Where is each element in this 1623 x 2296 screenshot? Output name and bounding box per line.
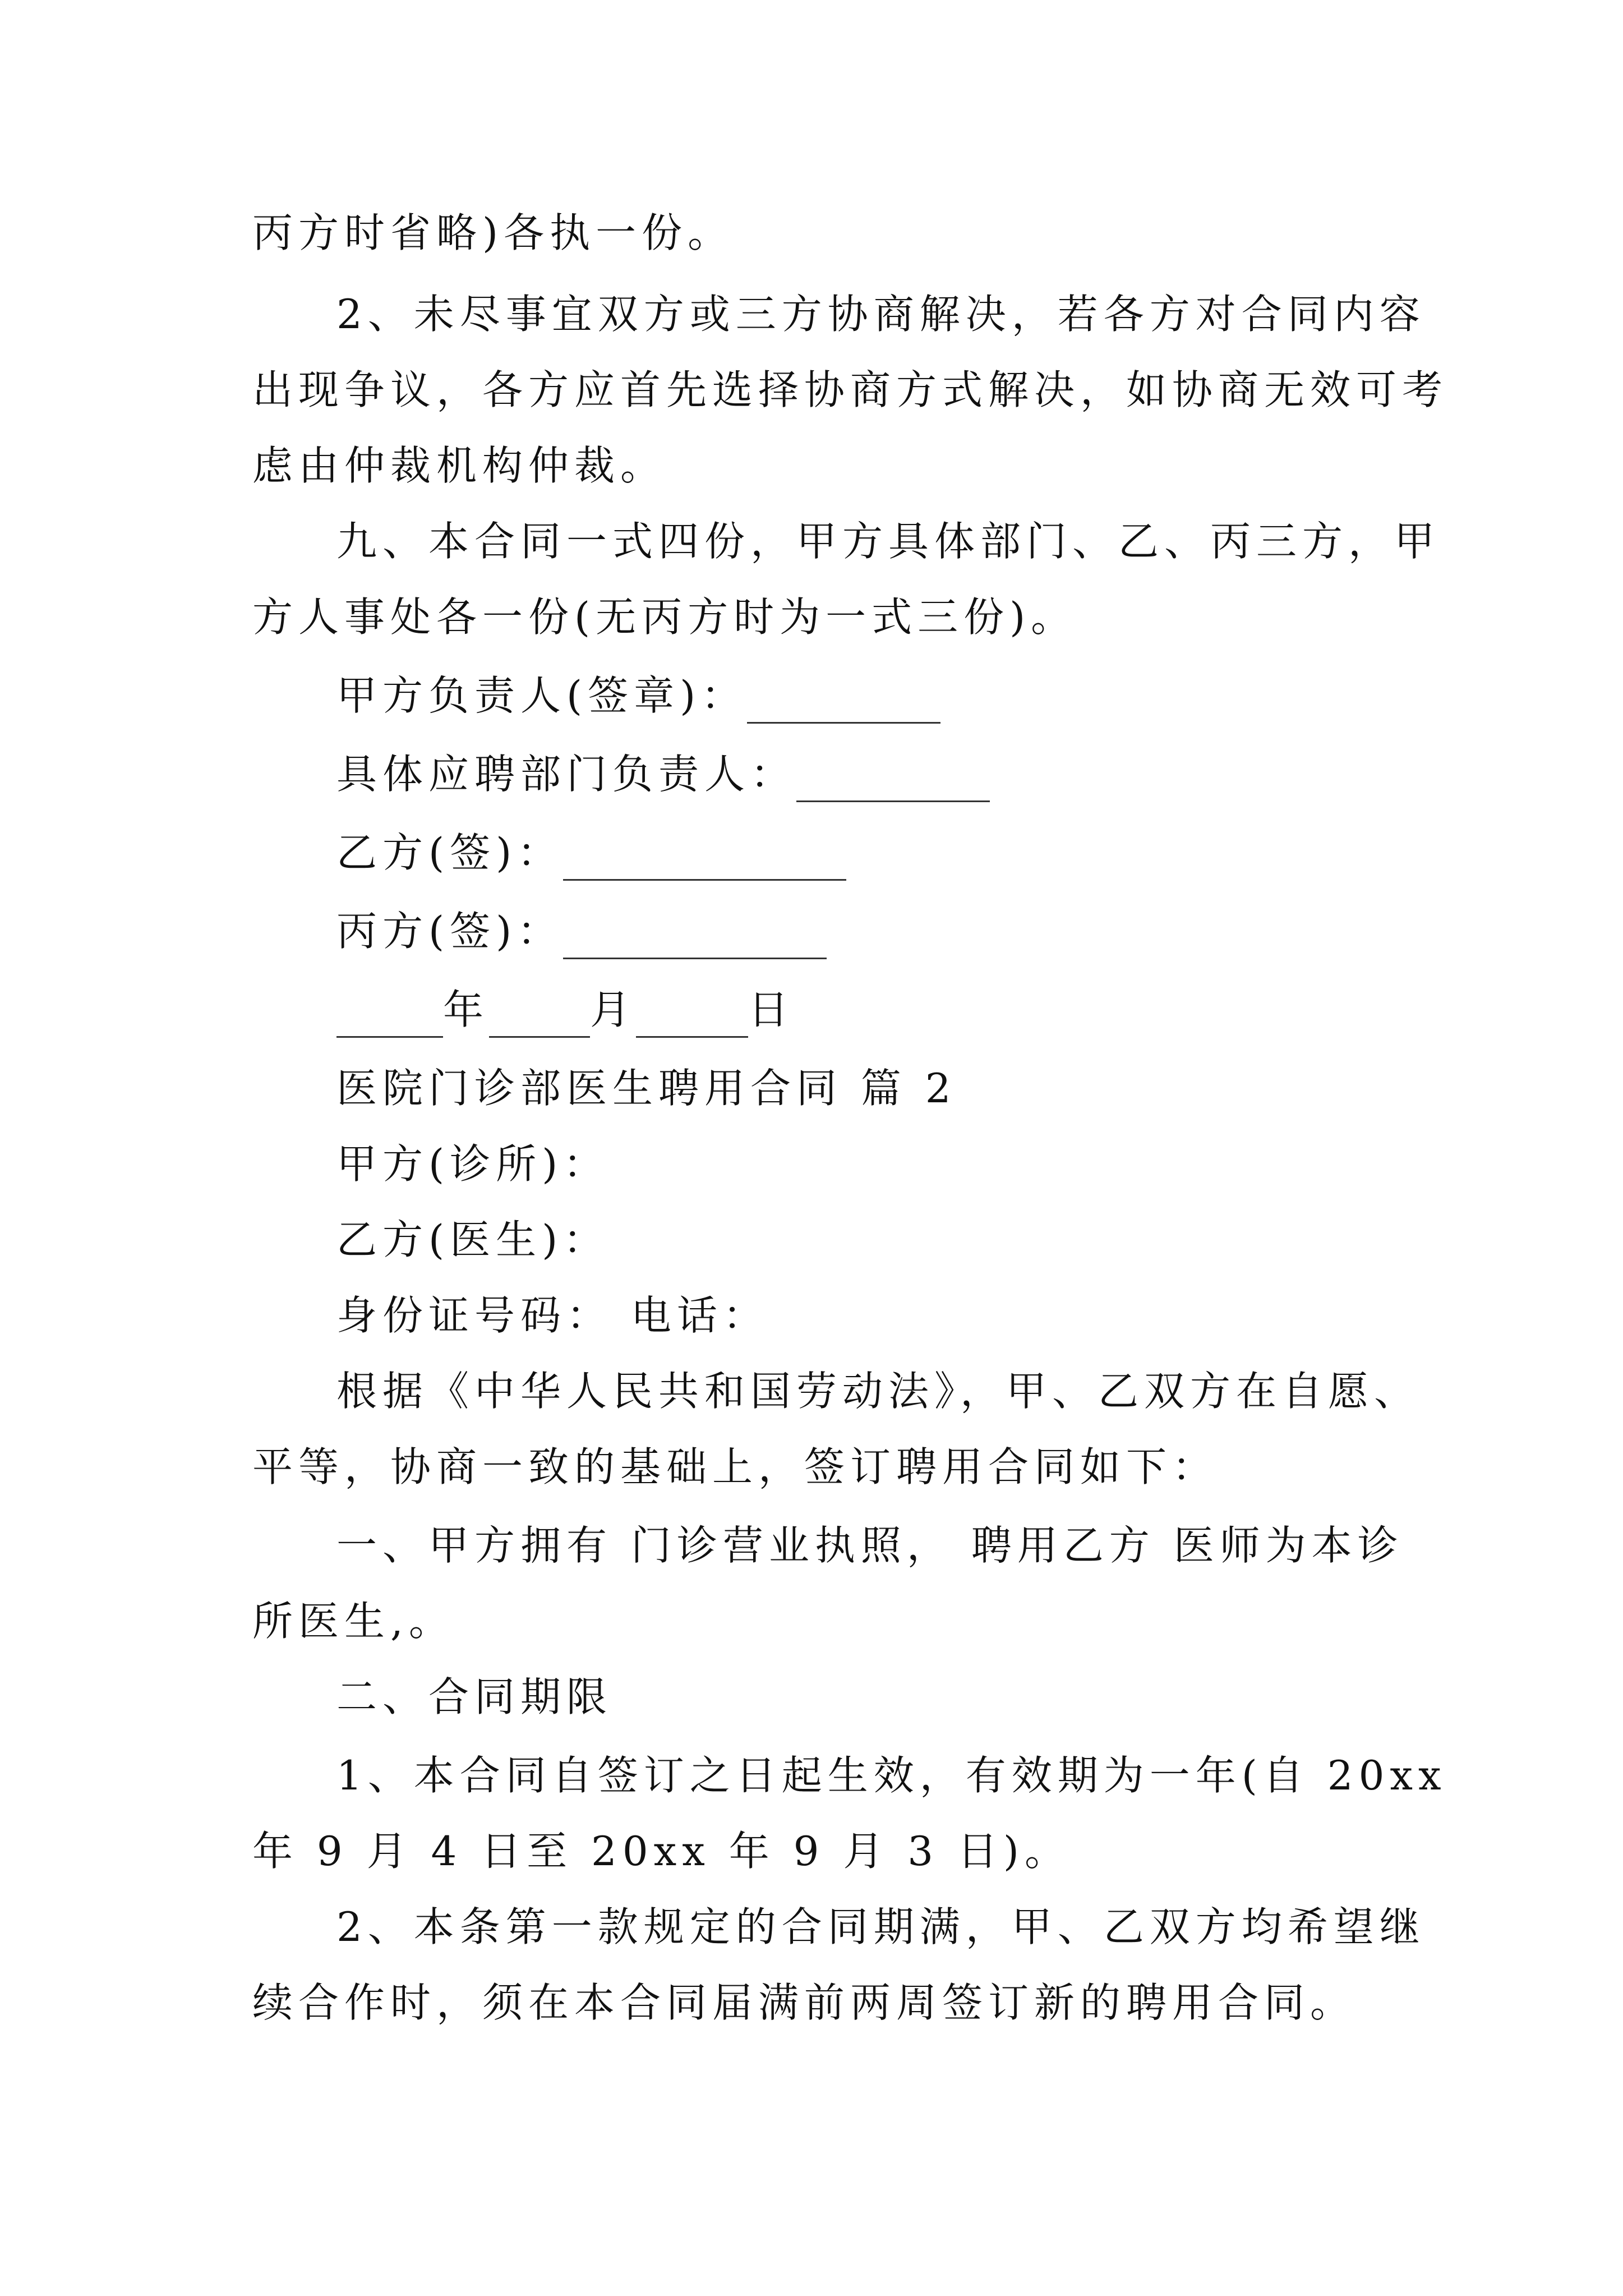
date-month-label: 月 xyxy=(590,986,637,1033)
signature-date xyxy=(336,982,794,1038)
date-month-blank xyxy=(489,1002,590,1038)
term-clause-2-line-1: 2、本条第一款规定的合同期满，甲、乙双方均希望继 xyxy=(336,1903,1426,1950)
signature-department-label: 具体应聘部门负责人： xyxy=(336,751,797,798)
date-day-label: 日 xyxy=(748,986,795,1033)
date-year-blank xyxy=(336,1002,443,1038)
party-b-line: 乙方(医生)： xyxy=(336,1216,610,1263)
signature-party-a-label: 甲方负责人(签章)： xyxy=(336,672,748,719)
clause-1-line-1: 一、甲方拥有 门诊营业执照， 聘用乙方 医师为本诊 xyxy=(336,1522,1404,1569)
signature-party-b-blank xyxy=(563,845,846,881)
clause-2-line-2: 出现争议，各方应首先选择协商方式解决，如协商无效可考 xyxy=(252,366,1449,413)
term-clause-1-line-1: 1、本合同自签订之日起生效，有效期为一年(自 20xx xyxy=(336,1752,1447,1799)
signature-party-b-label: 乙方(签)： xyxy=(336,829,564,876)
clause-2-title: 二、合同期限 xyxy=(336,1673,613,1720)
party-a-line: 甲方(诊所)： xyxy=(336,1140,610,1188)
signature-party-b xyxy=(336,825,846,881)
id-phone-line: 身份证号码： 电话： xyxy=(336,1292,769,1339)
clause-2-line-3: 虑由仲裁机构仲裁。 xyxy=(252,442,667,489)
clause-9-line-1: 九、本合同一式四份，甲方具体部门、乙、丙三方，甲 xyxy=(336,518,1441,565)
clause-1-line-2: 所医生,。 xyxy=(252,1598,455,1645)
term-clause-1-line-2: 年 9 月 4 日至 20xx 年 9 月 3 日)。 xyxy=(252,1828,1071,1875)
section-title: 医院门诊部医生聘用合同 篇 2 xyxy=(336,1065,957,1112)
signature-party-c-blank xyxy=(563,923,827,959)
clause-9-line-2: 方人事处各一份(无丙方时为一式三份)。 xyxy=(252,593,1077,641)
basis-line-2: 平等，协商一致的基础上，签订聘用合同如下： xyxy=(252,1443,1219,1490)
date-day-blank xyxy=(636,1002,748,1038)
basis-line-1: 根据《中华人民共和国劳动法》，甲、乙双方在自愿、 xyxy=(336,1368,1421,1415)
term-clause-2-line-2: 续合作时，须在本合同届满前两周签订新的聘用合同。 xyxy=(252,1979,1357,2026)
signature-party-a-blank xyxy=(747,688,940,724)
date-year-label: 年 xyxy=(443,986,490,1033)
signature-department-blank xyxy=(796,766,990,802)
paragraph-tail: 丙方时省略)各执一份。 xyxy=(252,209,734,256)
signature-party-a xyxy=(336,668,940,724)
signature-party-c xyxy=(336,903,827,959)
signature-department xyxy=(336,746,990,802)
clause-2-line-1: 2、未尽事宜双方或三方协商解决，若各方对合同内容 xyxy=(336,291,1426,338)
signature-party-c-label: 丙方(签)： xyxy=(336,908,564,955)
